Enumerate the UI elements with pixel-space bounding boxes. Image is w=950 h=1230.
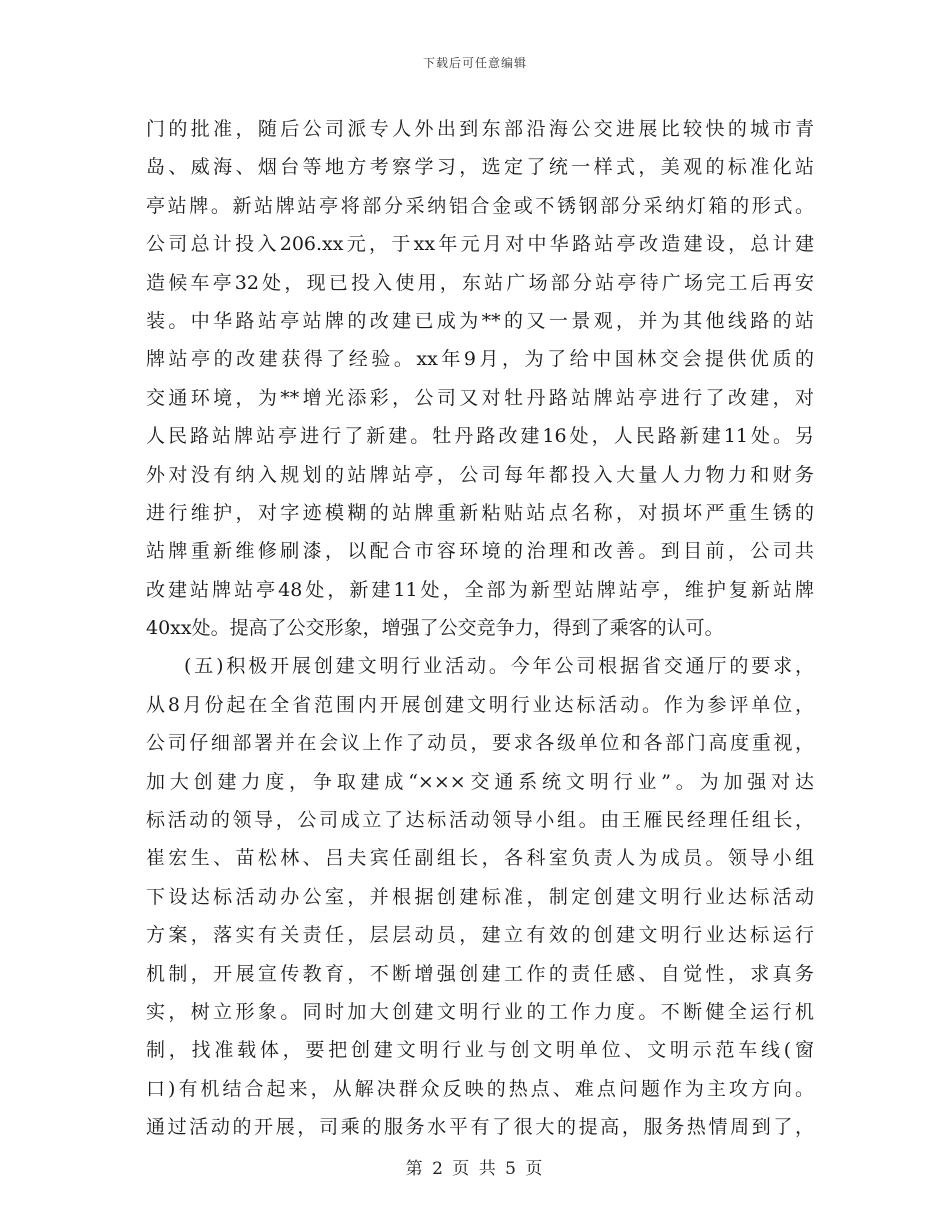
text-line: 岛、威海、烟台等地方考察学习，选定了统一样式，美观的标准化站: [146, 156, 814, 179]
text-line: 造候车亭32处，现已投入使用，东站广场部分站亭待广场完工后再安: [146, 271, 814, 294]
text-line: 下设达标活动办公室，并根据创建标准，制定创建文明行业达标活动: [146, 885, 814, 908]
text-line: 公司总计投入206.xx元，于xx年元月对中华路站亭改造建设，总计建: [146, 233, 814, 256]
text-line: 机制，开展宣传教育，不断增强创建工作的责任感、自觉性，求真务: [146, 962, 814, 985]
text-line: 口)有机结合起来，从解决群众反映的热点、难点问题作为主攻方向。: [146, 1077, 814, 1100]
text-line: 人民路站牌站亭进行了新建。牡丹路改建16处，人民路新建11处。另: [146, 425, 814, 448]
text-line: 公司仔细部署并在会议上作了动员，要求各级单位和各部门高度重视，: [146, 732, 814, 755]
text-line: 从8月份起在全省范围内开展创建文明行业达标活动。作为参评单位，: [146, 693, 814, 716]
paragraph-1: [146, 110, 814, 647]
text-line: 加大创建力度，争取建成“×××交通系统文明行业”。为加强对达: [146, 770, 814, 793]
text-line: 40xx处。提高了公交形象，增强了公交竞争力，得到了乘客的认可。: [146, 617, 724, 640]
text-line: 站牌重新维修刷漆，以配合市容环境的治理和改善。到目前，公司共: [146, 540, 814, 563]
text-line: 标活动的领导，公司成立了达标活动领导小组。由王雁民经理任组长，: [146, 809, 814, 832]
paragraph-2: [146, 647, 814, 1146]
text-line: 门的批准，随后公司派专人外出到东部沿海公交进展比较快的城市青: [146, 118, 814, 140]
text-line: 外对没有纳入规划的站牌站亭，公司每年都投入大量人力物力和财务: [146, 463, 814, 486]
text-line: 牌站亭的改建获得了经验。xx年9月，为了给中国林交会提供优质的: [146, 348, 814, 371]
text-line: 交通环境，为**增光添彩，公司又对牡丹路站牌站亭进行了改建，对: [146, 386, 814, 409]
text-line: 进行维护，对字迹模糊的站牌重新粘贴站点名称，对损坏严重生锈的: [146, 501, 814, 524]
page-footer: 第 2 页 共 5 页: [405, 1159, 545, 1179]
text-line: 方案，落实有关责任，层层动员，建立有效的创建文明行业达标运行: [146, 924, 814, 947]
text-line: 亭站牌。新站牌站亭将部分采纳铝合金或不锈钢部分采纳灯箱的形式。: [146, 194, 814, 217]
text-line: (五)积极开展创建文明行业活动。今年公司根据省交通厅的要求，: [184, 655, 814, 678]
text-line: 崔宏生、苗松林、吕夫宾任副组长，各科室负责人为成员。领导小组: [146, 847, 814, 870]
page-header: 下载后可任意编辑: [422, 56, 527, 70]
text-line: 制，找准载体，要把创建文明行业与创文明单位、文明示范车线(窗: [146, 1039, 814, 1062]
text-line: 装。中华路站亭站牌的改建已成为**的又一景观，并为其他线路的站: [146, 309, 814, 332]
text-line: 实，树立形象。同时加大创建文明行业的工作力度。不断健全运行机: [146, 1000, 814, 1023]
text-line: 改建站牌站亭48处，新建11处，全部为新型站牌站亭，维护复新站牌: [146, 578, 814, 601]
text-line: 通过活动的开展，司乘的服务水平有了很大的提高，服务热情周到了，: [146, 1116, 814, 1139]
document-body: [146, 110, 814, 1147]
